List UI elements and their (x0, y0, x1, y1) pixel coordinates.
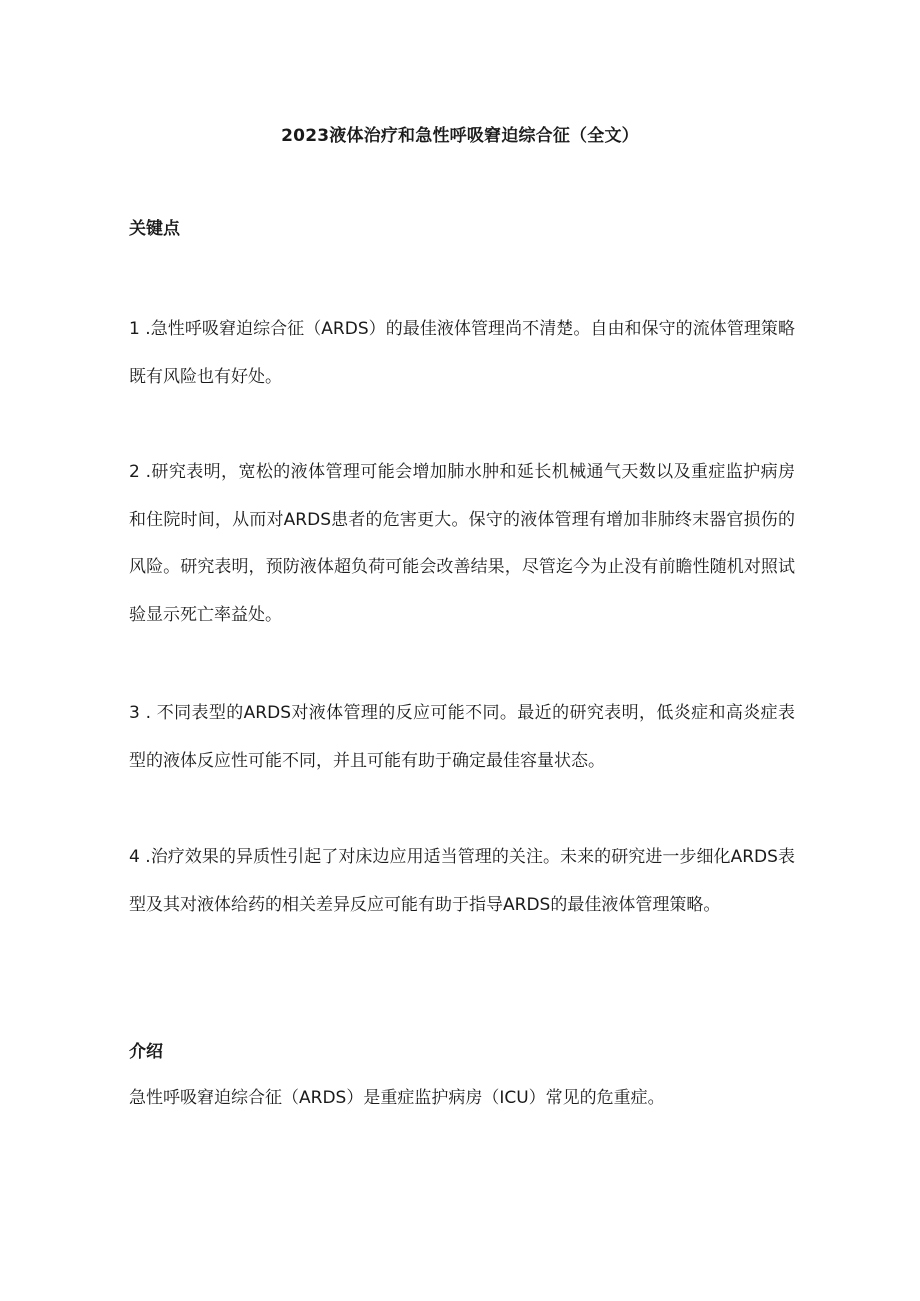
intro-heading: 介绍 (129, 1042, 163, 1062)
key-point-4: 4 .治疗效果的异质性引起了对床边应用适当管理的关注。未来的研究进一步细化ARDS表型及其对液体给药的相关差异反应可能有助于指导ARDS的最佳液体管理策略。 (129, 847, 795, 915)
key-point-3: 3 . 不同表型的ARDS对液体管理的反应可能不同。最近的研究表明，低炎症和高炎症表型的液体反应性可能不同，并且可能有助于确定最佳容量状态。 (129, 703, 795, 771)
document-title: 2023液体治疗和急性呼吸窘迫综合征（全文） (281, 126, 639, 146)
key-points-heading: 关键点 (129, 219, 180, 239)
intro-text: 急性呼吸窘迫综合征（ARDS）是重症监护病房（ICU）常见的危重症。 (129, 1088, 665, 1108)
key-point-1: 1 .急性呼吸窘迫综合征（ARDS）的最佳液体管理尚不清楚。自由和保守的流体管理策略既有风险也有好处。 (129, 319, 795, 387)
key-point-2: 2 .研究表明，宽松的液体管理可能会增加肺水肿和延长机械通气天数以及重症监护病房和住院时间，从而对ARDS患者的危害更大。保守的液体管理有增加非肺终末器官损伤的风险。研究表明，预防液体超负荷可能会改善结果，尽管迄今为止没有前瞻性随机对照试验显示死亡率益处。 (129, 462, 795, 625)
